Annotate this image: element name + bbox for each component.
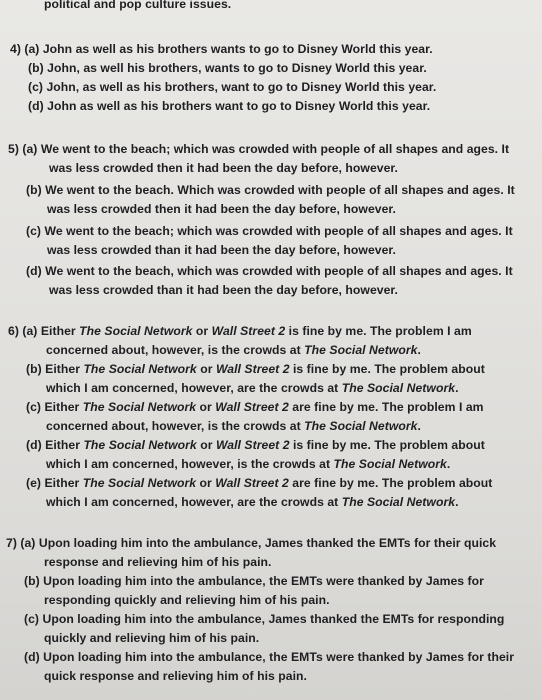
- option-text: is fine by me. The problem I am: [285, 324, 472, 338]
- option-text: .: [446, 457, 451, 471]
- question-4-option-d: [28, 99, 430, 114]
- option-text: Upon loading him into the ambulance, James thanked the EMTs for responding: [42, 612, 505, 626]
- title-social-network: The Social Network: [341, 381, 456, 395]
- question-number: 4): [10, 42, 21, 56]
- question-5-option-d: [26, 264, 513, 279]
- question-number: 6): [8, 324, 19, 338]
- title-social-network: The Social Network: [333, 457, 447, 471]
- question-4-option-b: [28, 61, 427, 76]
- option-text: Either: [45, 438, 84, 452]
- question-number: 7): [6, 536, 17, 550]
- question-5-option-c: [26, 224, 513, 239]
- question-5-option-b-cont: was less crowded then it had been the day before, however.: [47, 202, 396, 216]
- option-text: or: [192, 324, 212, 338]
- title-wall-street-2: Wall Street 2: [215, 362, 290, 376]
- title-wall-street-2: Wall Street 2: [215, 400, 289, 414]
- option-text: Upon loading him into the ambulance, the EMTs were thanked by James for their: [43, 650, 515, 664]
- question-5-option-a-cont: was less crowded then it had been the day before, however.: [49, 161, 398, 175]
- title-social-network: The Social Network: [82, 400, 197, 414]
- option-text: John as well as his brothers wants to go to Disney World this year.: [42, 42, 433, 56]
- title-social-network: The Social Network: [82, 476, 197, 490]
- option-label: (a): [24, 42, 40, 56]
- option-text: which I am concerned, however, are the crowds at: [46, 495, 342, 509]
- question-7-option-b: [24, 574, 484, 589]
- question-6-option-b: [26, 362, 485, 377]
- option-label: (b): [24, 574, 40, 588]
- question-7-option-d: [24, 650, 514, 665]
- option-text: or: [196, 438, 216, 452]
- question-5-option-c-cont: was less crowded than it had been the day before, however.: [47, 243, 396, 257]
- option-text: Either: [44, 400, 83, 414]
- option-text: which I am concerned, however, are the crowds at: [46, 381, 342, 395]
- question-7-option-a-cont: response and relieving him of his pain.: [44, 555, 272, 569]
- option-text: concerned about, however, is the crowds at: [46, 419, 305, 433]
- option-text: Upon loading him into the ambulance, James thanked the EMTs for their quick: [38, 536, 497, 550]
- option-text: or: [196, 400, 216, 414]
- option-label: (d): [26, 264, 42, 278]
- question-4-option-a: [10, 42, 433, 57]
- option-text: .: [417, 343, 421, 357]
- question-7-option-c-cont: quickly and relieving him of his pain.: [44, 631, 260, 645]
- question-4-option-c: [28, 80, 436, 95]
- title-social-network: The Social Network: [83, 438, 197, 452]
- option-text: John, as well his brothers, wants to go to Disney World this year.: [47, 61, 427, 75]
- option-text: concerned about, however, is the crowds at: [46, 343, 305, 357]
- option-text: We went to the beach; which was crowded with people of all shapes and ages. It: [44, 224, 513, 238]
- option-text: .: [455, 381, 459, 395]
- title-social-network: The Social Network: [304, 343, 418, 357]
- question-6-option-d: [26, 438, 485, 453]
- option-text: .: [417, 419, 421, 433]
- option-text: We went to the beach, which was crowded with people of all shapes and ages. It: [45, 264, 513, 278]
- option-label: (b): [28, 61, 44, 75]
- option-label: (d): [24, 650, 40, 664]
- option-label: (a): [22, 324, 38, 338]
- question-7-option-c: [24, 612, 504, 627]
- option-label: (a): [20, 536, 36, 550]
- option-label: (b): [26, 362, 42, 376]
- option-text: are fine by me. The problem I am: [288, 400, 484, 414]
- option-label: (d): [28, 99, 44, 113]
- question-7-option-d-cont: quick response and relieving him of his pain.: [44, 669, 307, 683]
- option-label: (e): [26, 476, 42, 490]
- question-5-option-b: [26, 183, 515, 198]
- question-6-option-e: [26, 476, 492, 491]
- question-number: 5): [8, 142, 19, 156]
- title-social-network: The Social Network: [341, 495, 456, 509]
- question-6-option-e-cont: [46, 495, 459, 510]
- question-6-option-c: [26, 400, 484, 415]
- option-text: We went to the beach; which was crowded with people of all shapes and ages. It: [40, 142, 510, 156]
- option-label: (c): [26, 400, 42, 414]
- option-text: Upon loading him into the ambulance, the EMTs were thanked by James for: [43, 574, 484, 588]
- question-5-option-d-cont: was less crowded than it had been the day before, however.: [49, 283, 398, 297]
- question-5-option-a: [8, 142, 509, 157]
- question-7-option-a: [6, 536, 496, 551]
- title-social-network: The Social Network: [304, 419, 418, 433]
- option-text: John, as well as his brothers, want to go to Disney World this year.: [46, 80, 437, 94]
- option-label: (c): [26, 224, 42, 238]
- option-text: are fine by me. The problem about: [288, 476, 493, 490]
- option-text: or: [196, 362, 216, 376]
- option-text: Either: [44, 476, 83, 490]
- question-6-option-b-cont: [46, 381, 459, 396]
- option-text: Either: [40, 324, 80, 338]
- option-label: (c): [28, 80, 44, 94]
- question-6-option-d-cont: [46, 457, 450, 472]
- option-text: or: [196, 476, 216, 490]
- option-text: John as well as his brothers want to go to Disney World this year.: [47, 99, 431, 113]
- option-text: We went to the beach. Which was crowded with people of all shapes and ages. It: [45, 183, 515, 197]
- title-social-network: The Social Network: [79, 324, 193, 338]
- option-label: (a): [22, 142, 38, 156]
- option-label: (d): [26, 438, 42, 452]
- title-wall-street-2: Wall Street 2: [211, 324, 286, 338]
- option-label: (b): [26, 183, 42, 197]
- option-text: which I am concerned, however, is the crowds at: [46, 457, 334, 471]
- title-social-network: The Social Network: [83, 362, 197, 376]
- question-6-option-a-cont: [46, 343, 421, 358]
- question-6-option-a: [8, 324, 472, 339]
- option-text: Either: [45, 362, 84, 376]
- title-wall-street-2: Wall Street 2: [215, 476, 289, 490]
- option-label: (c): [24, 612, 40, 626]
- title-wall-street-2: Wall Street 2: [215, 438, 290, 452]
- question-6-option-c-cont: [46, 419, 421, 434]
- option-text: is fine by me. The problem about: [289, 438, 485, 452]
- header-fragment: political and pop culture issues.: [44, 0, 232, 11]
- question-7-option-b-cont: responding quickly and relieving him of his pain.: [44, 593, 330, 607]
- option-text: is fine by me. The problem about: [289, 362, 485, 376]
- option-text: .: [455, 495, 459, 509]
